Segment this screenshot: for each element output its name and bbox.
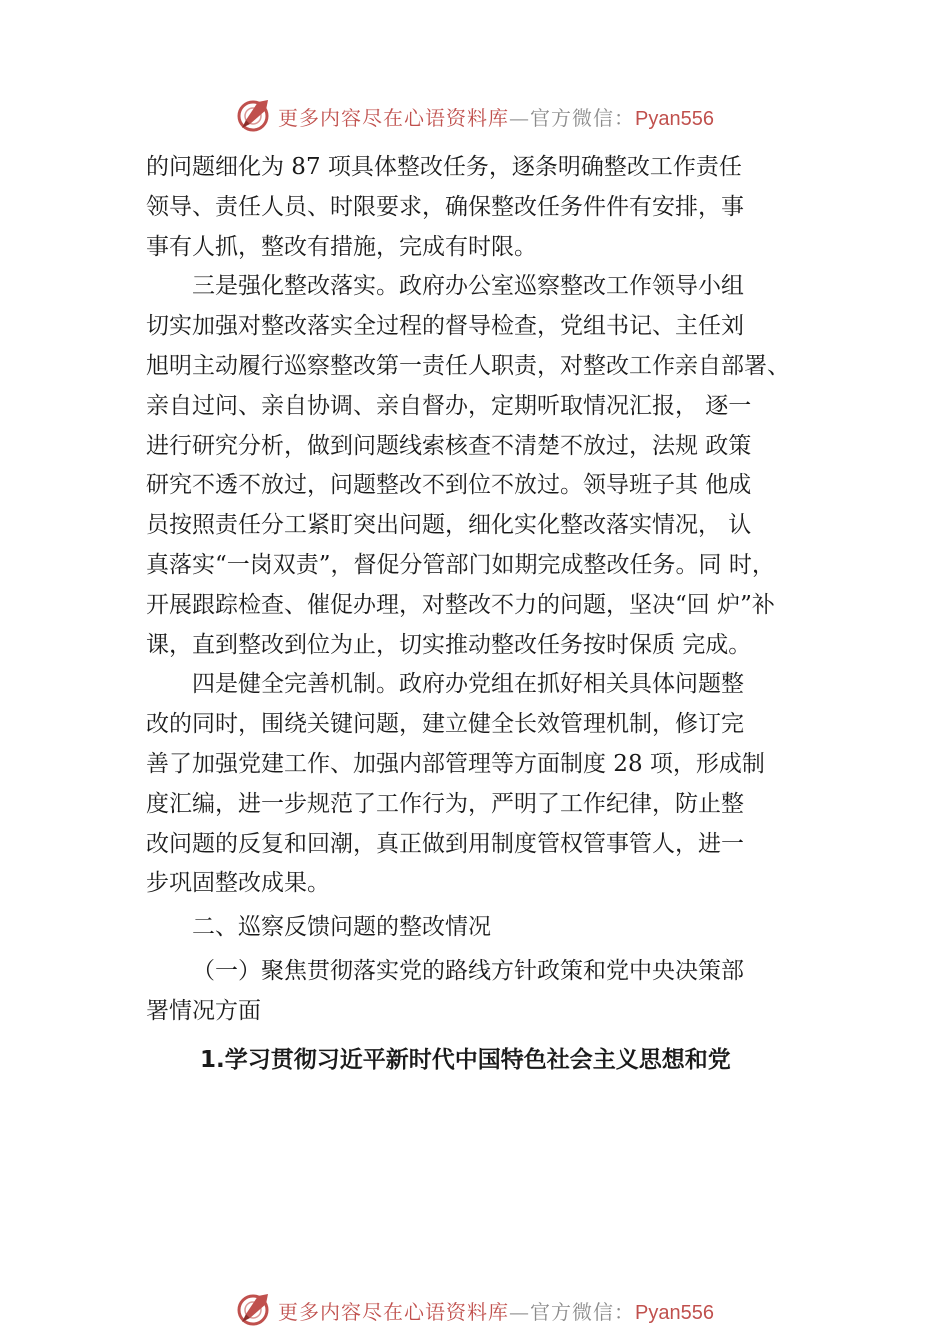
footer-watermark-banner xyxy=(0,1290,950,1330)
text-line: 领导、责任人员、时限要求，确保整改任务件件有安排，事 xyxy=(146,193,744,220)
paragraph-1 xyxy=(146,148,846,267)
header-watermark-banner xyxy=(0,96,950,136)
text-line: 三是强化整改落实。政府办公室巡察整改工作领导小组 xyxy=(192,273,744,300)
text-line: 度汇编，进一步规范了工作行为，严明了工作纪律，防止整 xyxy=(146,790,744,817)
text-line: 亲自过问、亲自协调、亲自督办，定期听取情况汇报， 逐一 xyxy=(146,392,752,419)
text-line: 改的同时，围绕关键问题，建立健全长效管理机制，修订完 xyxy=(146,711,744,738)
text-line: 员按照责任分工紧盯突出问题，细化实化整改落实情况， 认 xyxy=(146,512,752,539)
banner-dash: — xyxy=(509,1299,531,1324)
text-line: 进行研究分析，做到问题线索核查不清楚不放过，法规 政策 xyxy=(146,432,752,459)
text-line: 四是健全完善机制。政府办党组在抓好相关具体问题整 xyxy=(192,671,744,698)
text-line: 研究不透不放过，问题整改不到位不放过。领导班子其 他成 xyxy=(146,472,752,499)
subsection-title-line: 署情况方面 xyxy=(146,997,261,1024)
text-line: 的问题细化为 87 项具体整改任务，逐条明确整改工作责任 xyxy=(146,154,742,180)
footer-watermark-text xyxy=(278,1296,714,1325)
subsection-heading xyxy=(146,952,846,1032)
brush-seal-logo-icon xyxy=(236,1292,272,1328)
text-line: 步巩固整改成果。 xyxy=(146,870,330,897)
text-line: 旭明主动履行巡察整改第一责任人职责，对整改工作亲自部署、 xyxy=(146,352,790,379)
text-line: 切实加强对整改落实全过程的督导检查，党组书记、主任刘 xyxy=(146,313,744,340)
banner-wechat-id: Pyan556 xyxy=(635,1301,714,1324)
text-line: 开展跟踪检查、催促办理，对整改不力的问题，坚决“回 炉”补 xyxy=(146,591,775,618)
banner-wechat-label: 官方微信： xyxy=(530,105,636,130)
section-heading xyxy=(146,908,846,948)
text-line: 课，直到整改到位为止，切实推动整改任务按时保质 完成。 xyxy=(146,631,752,658)
text-line: 真落实“一岗双责”，督促分管部门如期完成整改任务。同 时， xyxy=(146,551,775,578)
paragraph-2 xyxy=(146,267,846,665)
banner-dash: — xyxy=(509,105,531,130)
paragraph-3 xyxy=(146,665,846,904)
section-title: 二、巡察反馈问题的整改情况 xyxy=(192,914,491,941)
bold-item-heading: 1.学习贯彻习近平新时代中国特色社会主义思想和党 xyxy=(200,1046,731,1073)
banner-wechat-label: 官方微信： xyxy=(530,1299,636,1324)
banner-site-text: 更多内容尽在心语资料库 xyxy=(278,105,510,130)
header-watermark-text xyxy=(278,102,714,131)
text-line: 改问题的反复和回潮，真正做到用制度管权管事管人，进一 xyxy=(146,830,744,857)
banner-site-text: 更多内容尽在心语资料库 xyxy=(278,1299,510,1324)
subsection-title-line: （一）聚焦贯彻落实党的路线方针政策和党中央决策部 xyxy=(192,957,744,984)
banner-wechat-id: Pyan556 xyxy=(635,107,714,130)
brush-seal-logo-icon xyxy=(236,98,272,134)
text-line: 事有人抓，整改有措施，完成有时限。 xyxy=(146,233,537,260)
text-line: 善了加强党建工作、加强内部管理等方面制度 28 项，形成制 xyxy=(146,750,765,777)
document-body xyxy=(146,148,846,1080)
